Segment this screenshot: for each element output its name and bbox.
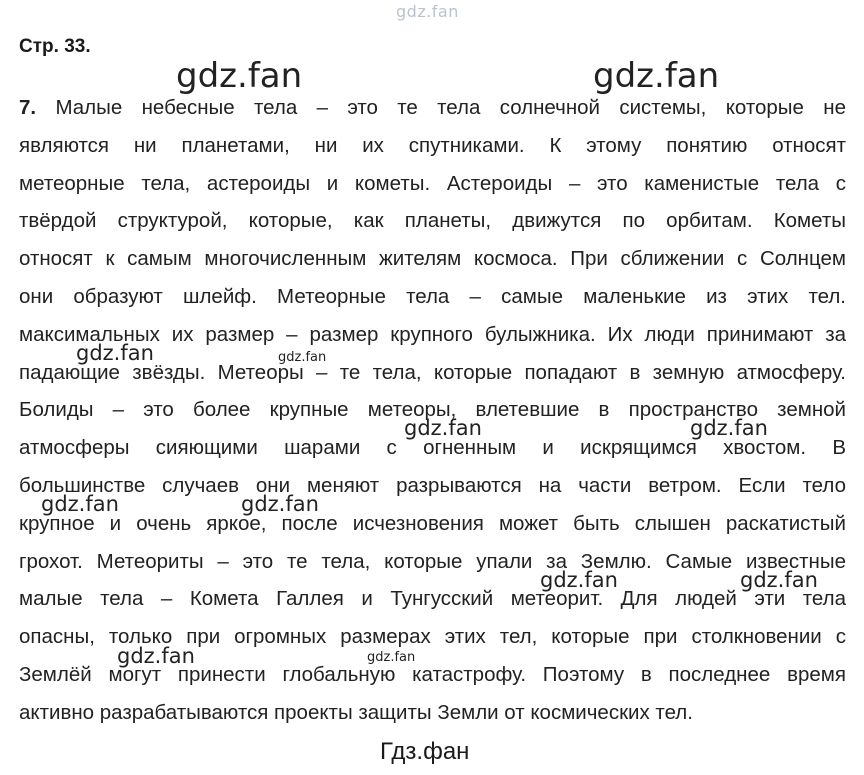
answer-line: метеорные тела, астероиды и кометы. Астероиды – это каменистые тела с: [19, 171, 846, 195]
watermark: gdz.fan: [593, 56, 720, 96]
answer-line: максимальных их размер – размер крупного булыжника. Их люди принимают за: [19, 322, 846, 346]
answer-line: [19, 89, 846, 127]
watermark: gdz.fan: [540, 568, 618, 592]
answer-text: [19, 89, 846, 732]
answer-line: они образуют шлейф. Метеорные тела – самые маленькие из этих тел.: [19, 284, 846, 308]
question-number: 7.: [19, 96, 37, 119]
answer-line: опасны, только при огромных размерах этих тел, которые при столкновении с: [19, 625, 846, 649]
answer-line: малые тела – Комета Галлея и Тунгусский метеорит. Для людей эти тела: [19, 587, 846, 611]
answer-line: грохот. Метеориты – это те тела, которые упали за Землю. Самые известные: [19, 549, 846, 573]
watermark: gdz.fan: [367, 650, 416, 665]
watermark: gdz.fan: [117, 644, 195, 668]
watermark: gdz.fan: [76, 341, 154, 365]
answer-line: активно разрабатываются проекты защиты Земли от космических тел.: [19, 700, 693, 724]
answer-line: крупное и очень яркое, после исчезновения может быть слышен раскатистый: [19, 511, 846, 535]
answer-line: являются ни планетами, ни их спутниками. К этому понятию относят: [19, 133, 846, 157]
footer-site-name: Гдз.фан: [380, 738, 470, 765]
watermark: gdz.fan: [278, 350, 327, 365]
watermark: gdz.fan: [241, 492, 319, 516]
answer-line-text: Малые небесные тела – это те тела солнечной системы, которые не: [36, 96, 846, 119]
page-reference: Стр. 33.: [19, 36, 91, 57]
answer-line: относят к самым многочисленным жителям космоса. При сближении с Солнцем: [19, 247, 846, 271]
watermark: gdz.fan: [404, 416, 482, 440]
answer-line: Землёй могут принести глобальную катастрофу. Поэтому в последнее время: [19, 662, 846, 686]
watermark: gdz.fan: [41, 492, 119, 516]
answer-line: атмосферы сияющими шарами с огненным и искрящимся хвостом. В: [19, 436, 846, 460]
watermark: gdz.fan: [690, 416, 768, 440]
watermark: gdz.fan: [176, 56, 303, 96]
top-watermark: gdz.fan: [396, 2, 459, 21]
answer-line: падающие звёзды. Метеоры – те тела, которые попадают в земную атмосферу.: [19, 360, 846, 384]
watermark: gdz.fan: [740, 568, 818, 592]
answer-line: большинстве случаев они меняют разрываются на части ветром. Если тело: [19, 473, 846, 497]
answer-line: твёрдой структурой, которые, как планеты, движутся по орбитам. Кометы: [19, 209, 846, 233]
answer-line: Болиды – это более крупные метеоры, влетевшие в пространство земной: [19, 398, 846, 422]
